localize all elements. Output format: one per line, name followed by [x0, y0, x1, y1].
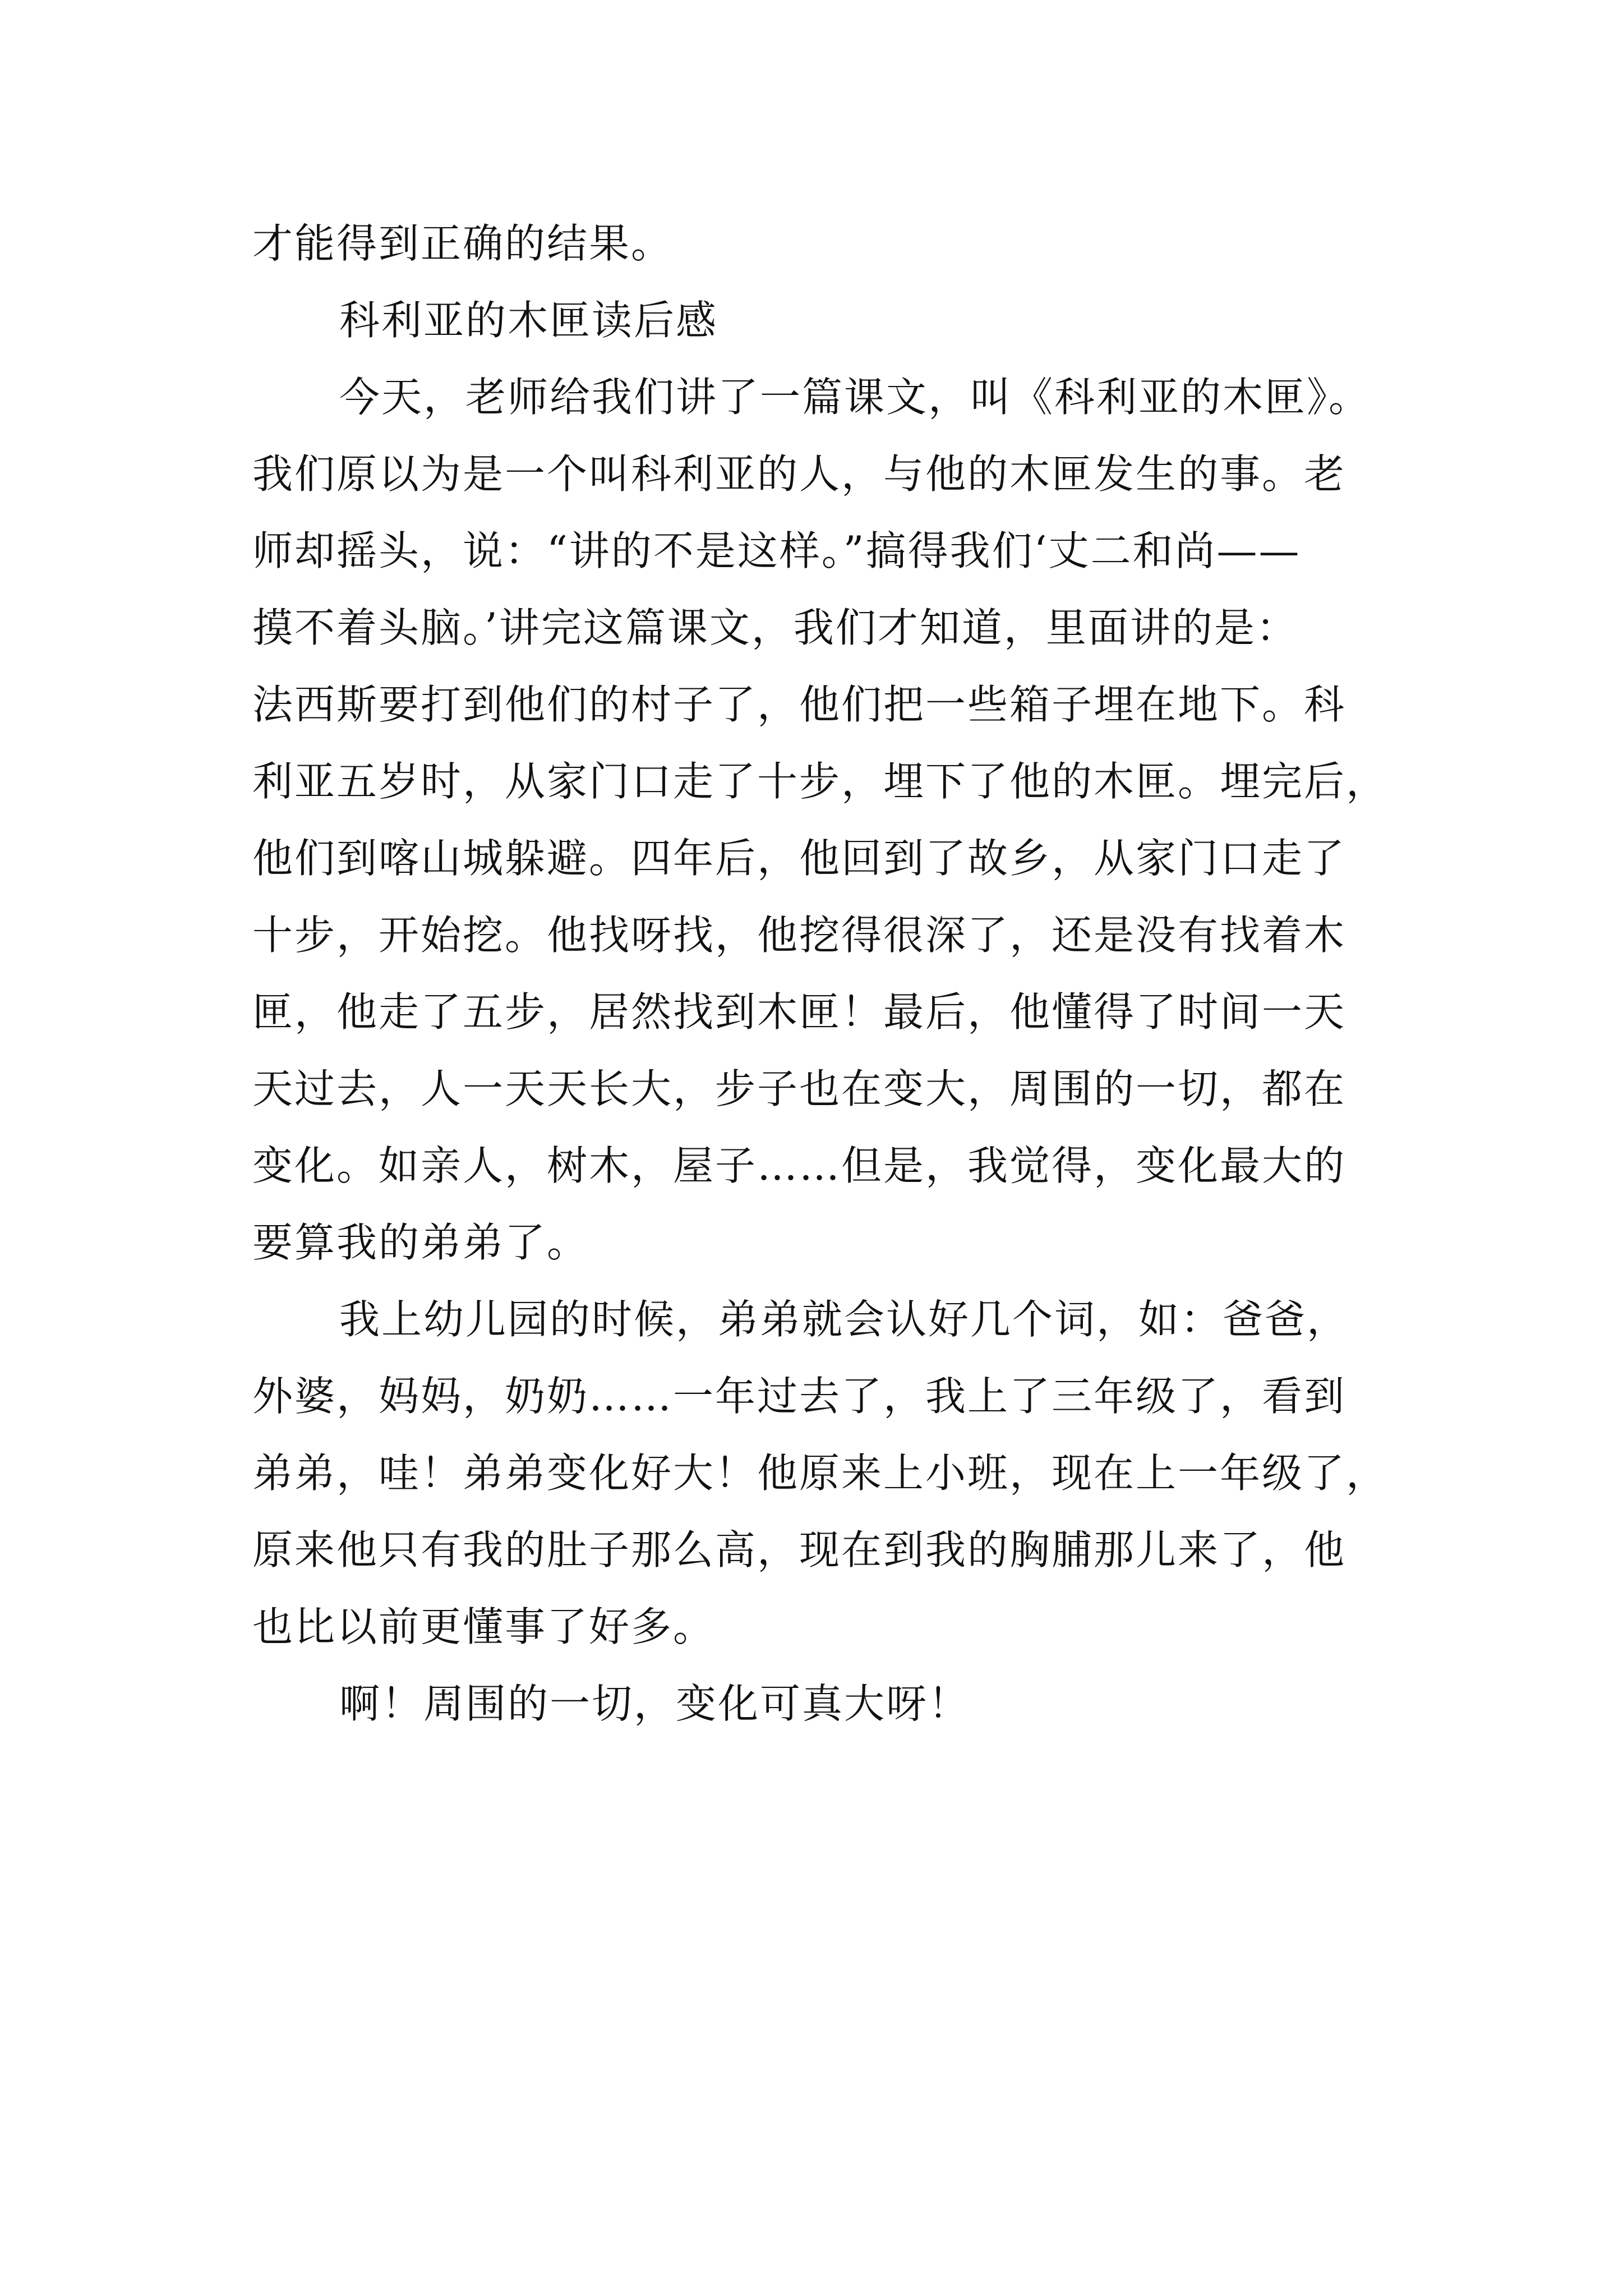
text-line: 弟弟，哇！弟弟变化好大！他原来上小班，现在上一年级了， — [252, 1450, 1389, 1497]
article-title: 科利亚的木匣读后感 — [339, 297, 718, 344]
text-line: 利亚五岁时，从家门口走了十步，埋下了他的木匣。埋完后， — [252, 758, 1389, 805]
text-line: 要算我的弟弟了。 — [252, 1219, 589, 1266]
text-line: 法西斯要打到他们的村子了，他们把一些箱子埋在地下。科 — [252, 681, 1347, 728]
text-line: 原来他只有我的肚子那么高，现在到我的胸脯那儿来了，他 — [252, 1526, 1347, 1573]
text-line: 今天，老师给我们讲了一篇课文，叫《科利亚的木匣》。 — [339, 374, 1371, 421]
text-line: 我上幼儿园的时候，弟弟就会认好几个词，如：爸爸， — [339, 1296, 1349, 1343]
text-line: 啊！周围的一切，变化可真大呀！ — [339, 1680, 971, 1727]
text-line: 也比以前更懂事了好多。 — [252, 1603, 716, 1650]
text-line: 变化。如亲人，树木，屋子……但是，我觉得，变化最大的 — [252, 1142, 1347, 1189]
text-line: 十步，开始挖。他找呀找，他挖得很深了，还是没有找着木 — [252, 912, 1347, 959]
text-line: 匣，他走了五步，居然找到木匣！最后，他懂得了时间一天 — [252, 988, 1347, 1036]
text-line: 师却摇头，说：“讲的不是这样。”搞得我们‘丈二和尚—— — [252, 527, 1301, 574]
text-line: 摸不着头脑。’讲完这篇课文，我们才知道，里面讲的是： — [252, 604, 1298, 651]
text-line: 天过去，人一天天长大，步子也在变大，周围的一切，都在 — [252, 1065, 1347, 1112]
text-line: 他们到喀山城躲避。四年后，他回到了故乡，从家门口走了 — [252, 835, 1347, 882]
text-line: 才能得到正确的结果。 — [252, 220, 674, 267]
text-line: 外婆，妈妈，奶奶……一年过去了，我上了三年级了，看到 — [252, 1373, 1347, 1420]
text-line: 我们原以为是一个叫科利亚的人，与他的木匣发生的事。老 — [252, 450, 1347, 498]
